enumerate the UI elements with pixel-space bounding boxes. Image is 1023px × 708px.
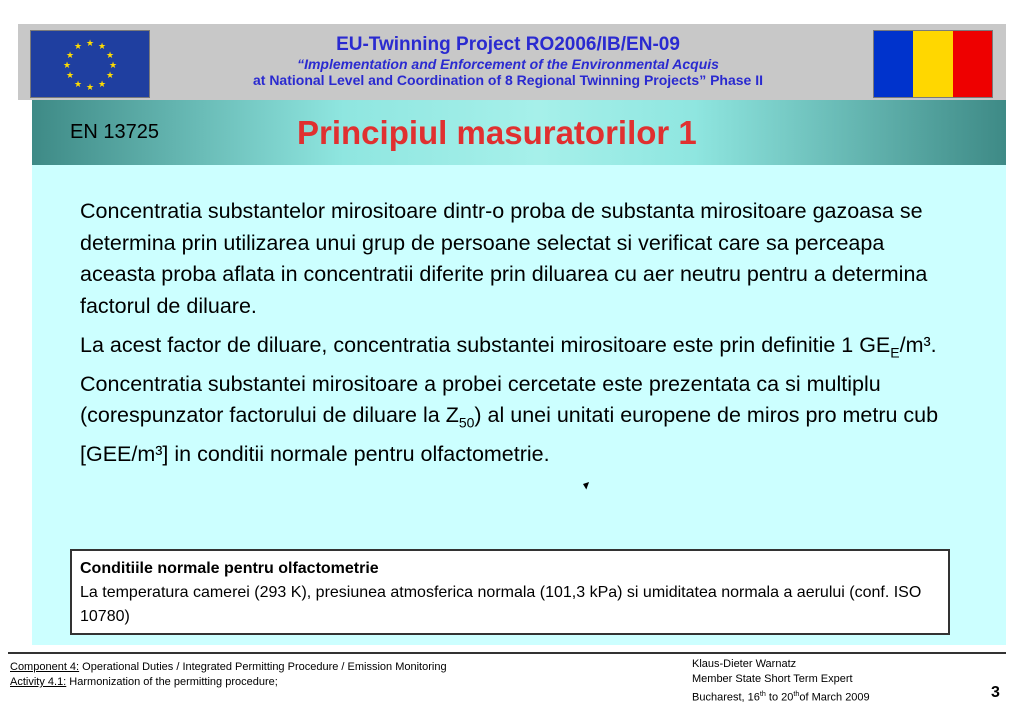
ro-flag-blue bbox=[874, 31, 913, 97]
ro-flag-red bbox=[953, 31, 992, 97]
slide-title: Principiul masuratorilor 1 bbox=[297, 114, 697, 151]
paragraph-2 bbox=[80, 330, 950, 471]
paragraph-1: Concentratia substantelor mirositoare dintr-o proba de substanta mirositoare gazoasa se determina prin utilizarea unui grup de persoane selectat si verificat care sa perceapa aceasta proba aflata in concentratii diferite prin diluarea cu aer neutru pentru a determina factorul de diluare. bbox=[80, 199, 928, 318]
paragraph-2-part-c: ) al unei unitati europene de miros pro metru cub [GEE/m³] in conditii normale pentru olfactometrie. bbox=[80, 403, 939, 467]
svg-text:★: ★ bbox=[85, 39, 95, 49]
header-bar bbox=[18, 24, 1006, 100]
subscript-50: 50 bbox=[458, 414, 475, 431]
svg-text:★: ★ bbox=[105, 51, 115, 61]
place-date bbox=[692, 687, 870, 706]
sup-th-2: th bbox=[793, 690, 800, 698]
project-title: EU-Twinning Project RO2006/IB/EN-09 bbox=[336, 34, 680, 55]
sup-th-1: th bbox=[759, 690, 766, 698]
svg-text:★: ★ bbox=[85, 83, 95, 93]
conditions-title: Conditiile normale pentru olfactometrie bbox=[80, 560, 379, 577]
svg-text:★: ★ bbox=[108, 61, 118, 71]
author-role: Member State Short Term Expert bbox=[692, 673, 853, 685]
footer-left bbox=[10, 660, 447, 690]
svg-text:★: ★ bbox=[105, 71, 115, 81]
svg-text:★: ★ bbox=[97, 80, 107, 90]
ro-flag-yellow bbox=[913, 31, 952, 97]
footer-divider bbox=[8, 652, 1006, 654]
conditions-text: La temperatura camerei (293 K), presiunea atmosferica normala (101,3 kPa) si umiditatea normala a aerului (conf. ISO 10780) bbox=[80, 584, 922, 625]
place-date-b: to 20 bbox=[765, 691, 794, 704]
author-name: Klaus-Dieter Warnatz bbox=[692, 658, 797, 670]
standard-label: EN 13725 bbox=[70, 121, 159, 143]
project-subtitle-1: “Implementation and Enforcement of the Environmental Acquis bbox=[297, 56, 719, 72]
footer-component bbox=[10, 660, 447, 675]
component-text: Operational Duties / Integrated Permitting Procedure / Emission Monitoring bbox=[79, 661, 447, 673]
svg-text:★: ★ bbox=[62, 61, 72, 71]
footer-right bbox=[692, 657, 870, 706]
body-text bbox=[80, 196, 950, 479]
footer-activity bbox=[10, 675, 447, 690]
activity-text: Harmonization of the permitting procedure; bbox=[66, 676, 278, 688]
activity-label: Activity 4.1: bbox=[10, 676, 67, 688]
svg-text:★: ★ bbox=[73, 42, 83, 52]
place-date-a: Bucharest, 16 bbox=[692, 691, 760, 704]
svg-text:★: ★ bbox=[73, 80, 83, 90]
paragraph-2-part-b: /m³. Concentratia substantei mirositoare a probei cercetate este prezentata ca si multiplu (corespunzator factorului de diluare la Z bbox=[80, 333, 937, 428]
eu-flag-icon bbox=[30, 30, 150, 98]
paragraph-2-part-a: La acest factor de diluare, concentratia substantei mirositoare este prin definitie 1 GE bbox=[80, 333, 891, 357]
subscript-e: E bbox=[890, 344, 900, 361]
eu-stars bbox=[31, 31, 149, 97]
project-subtitle-2: at National Level and Coordination of 8 Regional Twinning Projects” Phase II bbox=[252, 72, 764, 88]
romania-flag-icon bbox=[873, 30, 993, 98]
svg-text:★: ★ bbox=[97, 42, 107, 52]
page-number: 3 bbox=[991, 684, 1000, 701]
conditions-box bbox=[70, 549, 950, 635]
component-label: Component 4: bbox=[10, 661, 80, 673]
svg-text:★: ★ bbox=[65, 71, 75, 81]
place-date-c: of March 2009 bbox=[799, 691, 870, 704]
svg-text:★: ★ bbox=[65, 51, 75, 61]
